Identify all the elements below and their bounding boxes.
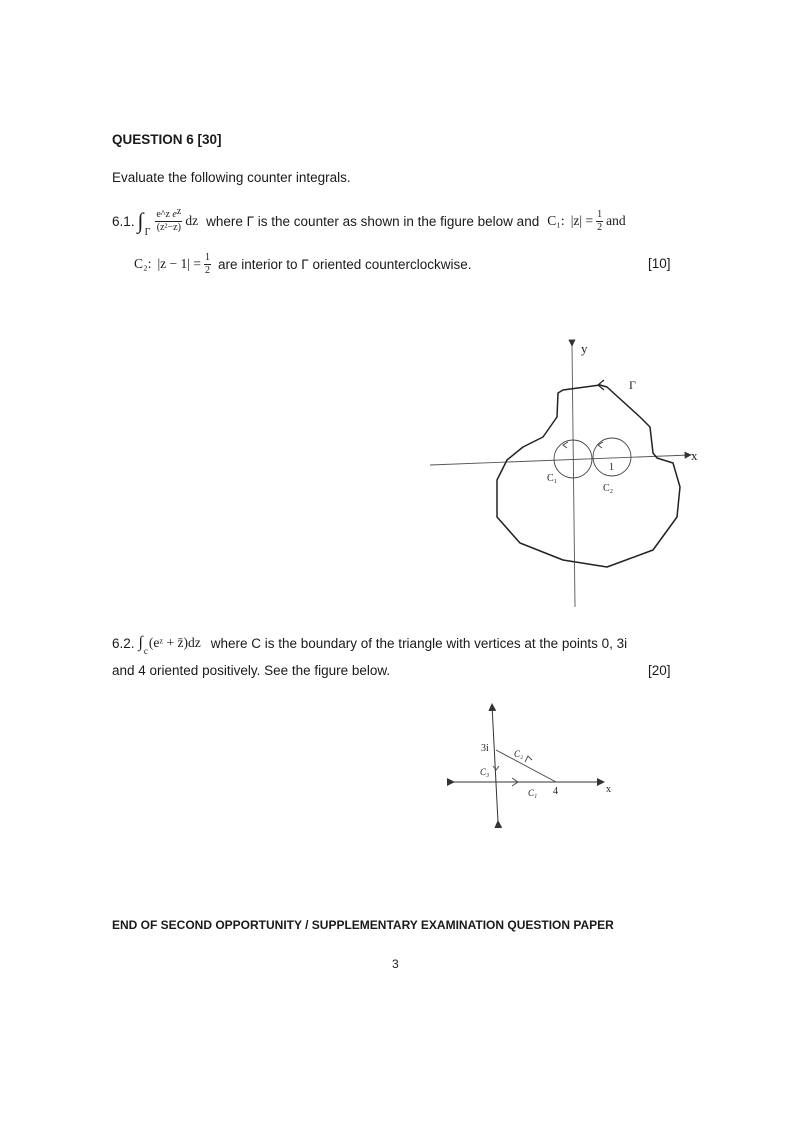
contour-gamma: [497, 385, 680, 567]
integral-sign-2: ∫: [138, 634, 143, 651]
integral-sign: ∫: [137, 208, 144, 233]
q61-marks: [10]: [648, 256, 671, 271]
c1-fig-label: C₁: [547, 473, 558, 484]
label-c3: C₃: [480, 767, 490, 777]
c1-eq: |z| =: [570, 213, 594, 228]
gamma-label: Γ: [629, 378, 636, 392]
integral-sub-2: c: [143, 646, 148, 656]
dz: dz: [185, 213, 199, 228]
hypotenuse: [496, 750, 556, 782]
q61-text1: where Γ is the counter as shown in the figure below and: [206, 213, 540, 229]
x-axis: [430, 455, 690, 465]
q62-expr: (eᶻ + z̄)dz: [148, 635, 201, 650]
figure-triangle: [453, 705, 611, 822]
instruction: Evaluate the following counter integrals.: [112, 170, 351, 185]
label-4: 4: [553, 786, 558, 797]
x-label: x: [691, 448, 698, 463]
numerator-power: ez: [172, 205, 182, 220]
c2-fraction: $\frac{1}{2}$: [204, 251, 210, 276]
q61-number: 6.1.: [112, 213, 135, 229]
c2-eq: |z − 1| =: [157, 256, 201, 271]
c2-fig-label: C₂: [603, 483, 614, 494]
label-3i: 3i: [481, 743, 489, 754]
q62-number: 6.2.: [112, 635, 135, 651]
question-title: QUESTION 6 [30]: [112, 132, 222, 147]
label-x: x: [606, 784, 611, 795]
c1-fraction: $\frac{1}{2}$: [597, 208, 603, 233]
c2-label: C₂:: [134, 256, 152, 271]
integral-sub: Γ: [144, 227, 151, 238]
y-axis-2: [492, 705, 498, 822]
q62-text1: where C is the boundary of the triangle with vertices at the points 0, 3i: [210, 635, 628, 651]
one-label: 1: [609, 462, 614, 473]
y-axis: [572, 345, 575, 607]
y-label: y: [581, 341, 588, 356]
q62-line1: [112, 630, 627, 656]
q61-text2: are interior to Γ oriented counterclockwise.: [217, 256, 472, 272]
end-text: END OF SECOND OPPORTUNITY / SUPPLEMENTARY EXAMINATION QUESTION PAPER: [112, 918, 614, 932]
numerator-text: e^z: [156, 208, 170, 220]
and-text: and: [606, 213, 626, 228]
figure-contour: [430, 341, 698, 607]
label-c2: C₂: [514, 749, 524, 759]
q62-text2: and 4 oriented positively. See the figure below.: [112, 663, 391, 678]
denominator: (z²−z): [156, 221, 181, 233]
c1-label: C₁:: [547, 213, 565, 228]
q62-marks: [20]: [648, 663, 671, 678]
page-number: 3: [392, 957, 399, 971]
label-c1: C₁: [528, 788, 538, 798]
